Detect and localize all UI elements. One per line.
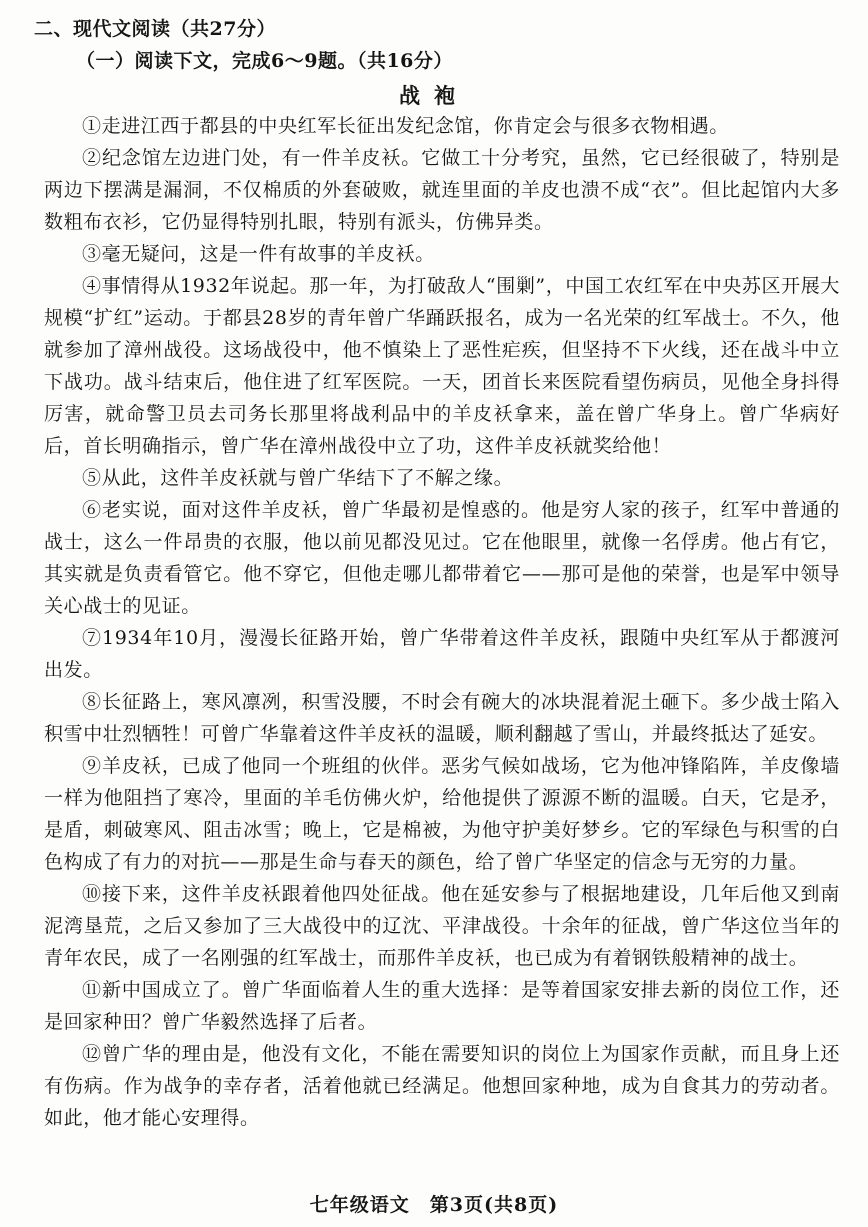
paragraph-5: ⑤从此，这件羊皮袄就与曾广华结下了不解之缘。 — [82, 467, 514, 489]
paragraph-9: ⑨羊皮袄，已成了他同一个班组的伙伴。恶劣气候如战场，它为他冲锋陷阵，羊皮像墙一样为他阻挡了寒冷，里面的羊毛仿佛火炉，给他提供了源源不断的温暖。白天，它是矛，是盾，刺破寒风、阻击冰雪；晚上，它是棉被，为他守护美好梦乡。它的军绿色与积雪的白色构成了有力的对抗——那是生命与春天的颜色，给了曾广华坚定的信念与无穷的力量。 — [44, 755, 840, 873]
paragraph-4: ④事情得从1932年说起。那一年，为打破敌人“围剿”，中国工农红军在中央苏区开展大规模“扩红”运动。于都县28岁的青年曾广华踊跃报名，成为一名光荣的红军战士。不久，他就参加了漳州战役。这场战役中，他不慎染上了恶性疟疾，但坚持不下火线，还在战斗中立下战功。战斗结束后，他住进了红军医院。一天，团首长来医院看望伤病员，见他全身抖得厉害，就命警卫员去司务长那里将战利品中的羊皮袄拿来，盖在曾广华身上。曾广华病好后，首长明确指示，曾广华在漳州战役中立了功，这件羊皮袄就奖给他！ — [44, 275, 840, 457]
article-body — [44, 110, 840, 1134]
paragraph-7: ⑦1934年10月，漫漫长征路开始，曾广华带着这件羊皮袄，跟随中央红军从于都渡河出发。 — [44, 627, 840, 681]
paragraph-10: ⑩接下来，这件羊皮袄跟着他四处征战。他在延安参与了根据地建设，几年后他又到南泥湾垦荒，之后又参加了三大战役中的辽沈、平津战役。十余年的征战，曾广华这位当年的青年农民，成了一名刚强的红军战士，而那件羊皮袄，也已成为有着钢铁般精神的战士。 — [44, 883, 840, 969]
reading-instructions: （一）阅读下文，完成6～9题。（共16分） — [76, 50, 453, 72]
paragraph-2: ②纪念馆左边进门处，有一件羊皮袄。它做工十分考究，虽然，它已经很破了，特别是两边下摆满是漏洞，不仅棉质的外套破败，就连里面的羊皮也溃不成“衣”。但比起馆内大多数粗布衣衫，它仍显得特别扎眼，特别有派头，仿佛异类。 — [44, 147, 840, 233]
article-title: 战袍 — [399, 83, 469, 108]
paragraph-1: ①走进江西于都县的中央红军长征出发纪念馆，你肯定会与很多衣物相遇。 — [82, 115, 729, 137]
section-heading: 二、现代文阅读（共27分） — [34, 18, 276, 40]
paragraph-3: ③毫无疑问，这是一件有故事的羊皮袄。 — [82, 243, 435, 265]
paragraph-11: ⑪新中国成立了。曾广华面临着人生的重大选择：是等着国家安排去新的岗位工作，还是回家种田？曾广华毅然选择了后者。 — [44, 979, 840, 1033]
paragraph-6: ⑥老实说，面对这件羊皮袄，曾广华最初是惶惑的。他是穷人家的孩子，红军中普通的战士，这么一件昂贵的衣服，他以前见都没见过。它在他眼里，就像一名俘虏。他占有它，其实就是负责看管它。他不穿它，但他走哪儿都带着它——那可是他的荣誉，也是军中领导关心战士的见证。 — [44, 499, 840, 617]
paragraph-8: ⑧长征路上，寒风凛冽，积雪没腰，不时会有碗大的冰块混着泥土砸下。多少战士陷入积雪中壮烈牺牲！可曾广华靠着这件羊皮袄的温暖，顺利翻越了雪山，并最终抵达了延安。 — [44, 691, 840, 745]
paragraph-12: ⑫曾广华的理由是，他没有文化，不能在需要知识的岗位上为国家作贡献，而且身上还有伤病。作为战争的幸存者，活着他就已经满足。他想回家种地，成为自食其力的劳动者。如此，他才能心安理得。 — [44, 1043, 840, 1129]
page-footer: 七年级语文 第3页(共8页) — [309, 1194, 559, 1216]
